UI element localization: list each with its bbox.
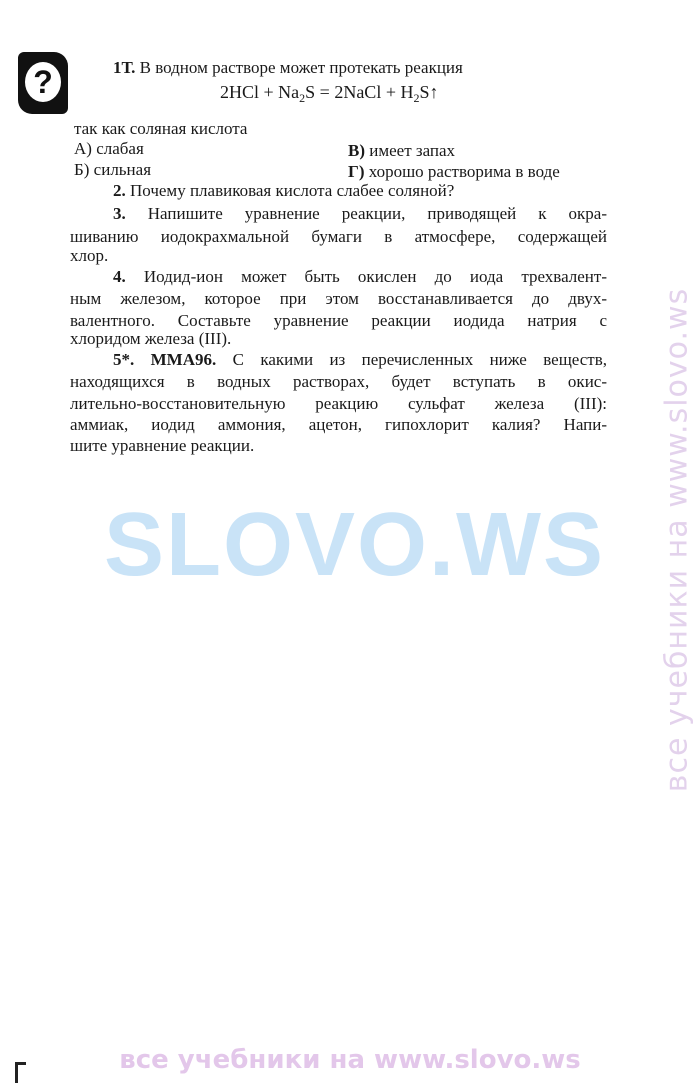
question-badge-icon	[18, 52, 68, 114]
q5-number: 5*. ММА96.	[113, 350, 217, 369]
watermark-bottom: все учебники на www.slovo.ws	[119, 1045, 581, 1075]
q3-line-1	[113, 202, 607, 225]
q2	[113, 179, 454, 202]
q1-option-g-key: Г)	[348, 162, 365, 181]
q5-line-3: лительно-восстановительную реакцию сульфат железа (III):	[70, 394, 607, 413]
q1-option-v	[348, 139, 455, 162]
eq-sub-a: 2	[299, 91, 306, 105]
q5-line-4: аммиак, иодид аммония, ацетон, гипохлорит калия? Напи-	[70, 415, 607, 434]
q2-text: Почему плавиковая кислота слабее соляной?	[130, 181, 455, 200]
q1-number: 1Т.	[113, 58, 136, 77]
q5-line-2: находящихся в водных растворах, будет вступать в окис-	[70, 372, 607, 391]
eq-sub-b: 2	[413, 91, 420, 105]
q1-equation	[220, 80, 438, 110]
q1-heading	[113, 56, 463, 79]
q1-text: В водном растворе может протекать реакция	[139, 58, 463, 77]
q4-text-1: Иодид-ион может быть окислен до иода трехвалент-	[143, 267, 607, 286]
q1-stem: так как соляная кислота	[74, 119, 248, 138]
q4-number: 4.	[113, 267, 126, 286]
q4-line-1	[113, 265, 607, 288]
q1-option-v-text: имеет запах	[369, 141, 456, 160]
q2-number: 2.	[113, 181, 126, 200]
q4-line-3: валентного. Составьте уравнение реакции иодида натрия с	[70, 311, 607, 330]
watermark-vertical: все учебники на www.slovo.ws	[659, 287, 695, 793]
q1-option-v-key: В)	[348, 141, 365, 160]
eq-part-b: S = 2NaCl + H	[305, 82, 414, 102]
q4-line-4: хлоридом железа (III).	[70, 329, 232, 348]
q5-text-1: С какими из перечисленных ниже веществ,	[232, 350, 608, 369]
q5-line-5: шите уравнение реакции.	[70, 436, 255, 455]
q3-line-3: хлор.	[70, 246, 109, 265]
question-mark-icon: ?	[25, 62, 61, 102]
watermark-large: SLOVO.WS	[104, 495, 606, 595]
q3-line-2: шиванию иодокрахмальной бумаги в атмосфере, содержащей	[70, 227, 607, 246]
q4-line-2: ным железом, которое при этом восстанавливается до двух-	[70, 289, 607, 308]
eq-part-c: S↑	[419, 82, 439, 102]
q3-text-1: Напишите уравнение реакции, приводящей к окра-	[147, 204, 607, 223]
q1-option-b: Б) сильная	[74, 160, 152, 179]
q1-option-g-text: хорошо растворима в воде	[368, 162, 560, 181]
q3-number: 3.	[113, 204, 126, 223]
q1-option-a: А) слабая	[74, 139, 144, 158]
q5-line-1	[113, 348, 607, 371]
eq-part-a: 2HCl + Na	[220, 82, 300, 102]
